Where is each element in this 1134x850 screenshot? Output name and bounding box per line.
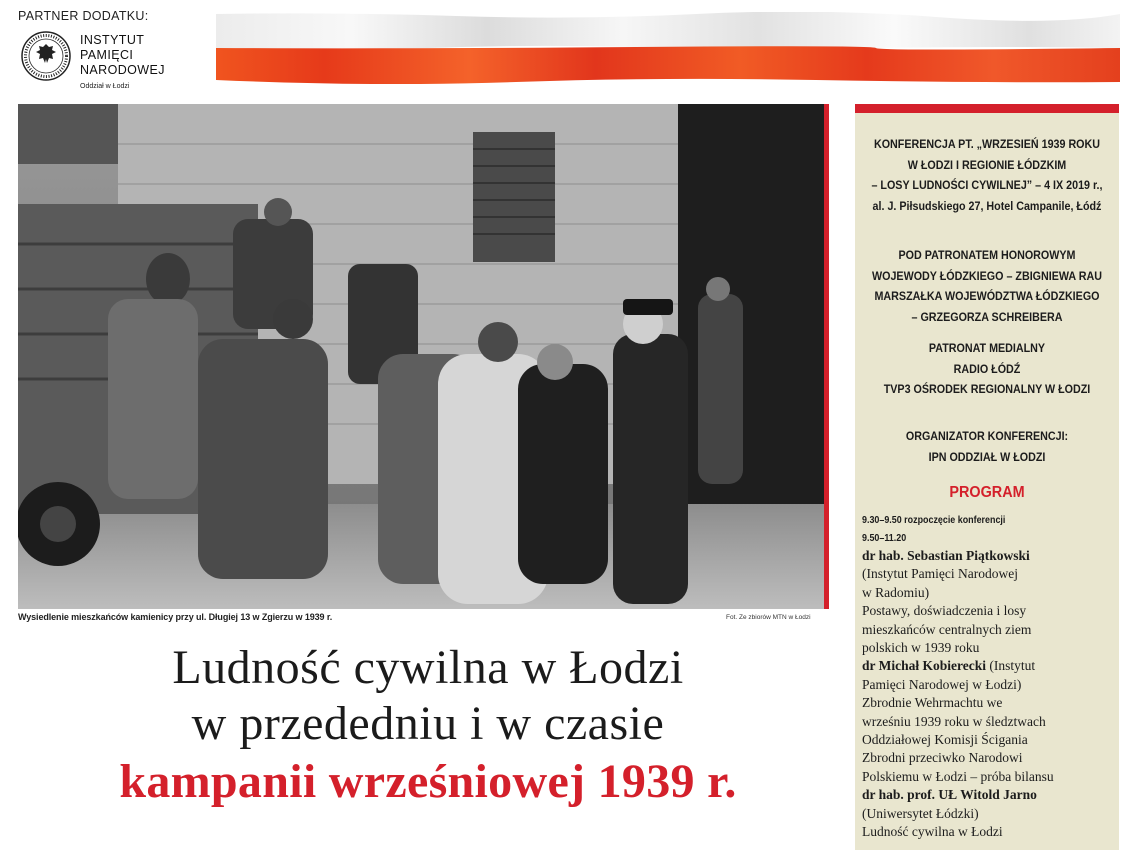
historical-photo [18, 104, 824, 609]
talk-2-line-5: Zbrodni przeciwko Narodowi [862, 750, 1023, 766]
slot-2-time: 9.50–11.20 [862, 532, 907, 544]
polish-flag-banner [216, 12, 1120, 84]
talk-1-speaker: dr hab. Sebastian Piątkowski [862, 548, 1030, 563]
conference-line-3: – LOSY LUDNOŚCI CYWILNEJ” – 4 IX 2019 r., [871, 178, 1103, 192]
talk-2-line-3: wrześniu 1939 roku w śledztwach [862, 713, 1046, 729]
photo-caption: Wysiedlenie mieszkańców kamienicy przy ul. Długiej 13 w Zgierzu w 1939 r. [18, 612, 333, 622]
media-line-1: PATRONAT MEDIALNY [928, 341, 1046, 355]
talk-2-header [862, 657, 1118, 675]
talk-1-line-3: Postawy, doświadczenia i losy [862, 603, 1027, 619]
media-patronage [871, 338, 1103, 400]
talk-2-line-2: Zbrodnie Wehrmachtu we [862, 695, 1003, 711]
talk-3-line-1: (Uniwersytet Łódzki) [862, 805, 979, 821]
photo-accent-bar [824, 104, 829, 609]
ipn-name-line-2: PAMIĘCI [80, 48, 134, 62]
talk-1-line-5: polskich w 1939 roku [862, 640, 980, 656]
slot-1-time: 9.30–9.50 rozpoczęcie konferencji [862, 514, 1006, 526]
headline-line-1: Ludność cywilna w Łodzi [172, 641, 684, 694]
talk-2-affil-inline: (Instytut [986, 658, 1036, 674]
organizer-info [871, 426, 1103, 467]
ipn-name-line-3: NARODOWEJ [80, 63, 165, 77]
patronage-line-4: – GRZEGORZA SCHREIBERA [911, 309, 1063, 324]
conference-sidebar [855, 113, 1119, 850]
organizer-line-1: ORGANIZATOR KONFERENCJI: [905, 429, 1069, 443]
partner-label: PARTNER DODATKU: [18, 9, 149, 23]
ipn-name [80, 33, 165, 78]
talk-1-line-2: w Radomiu) [862, 584, 930, 600]
conference-info [871, 134, 1103, 216]
talk-1-line-4: mieszkańców centralnych ziem [862, 621, 1032, 637]
conference-line-1: KONFERENCJA PT. „WRZESIEŃ 1939 ROKU [873, 137, 1101, 151]
media-line-2: RADIO ŁÓDŹ [953, 361, 1021, 376]
ipn-eagle-emblem-icon [20, 30, 72, 82]
talk-2-line-6: Polskiemu w Łodzi – próba bilansu [862, 768, 1054, 784]
ipn-name-line-1: INSTYTUT [80, 33, 145, 47]
talk-3-line-2: Ludność cywilna w Łodzi [862, 824, 1003, 840]
talk-2-line-4: Oddziałowej Komisji Ścigania [862, 732, 1028, 748]
headline-line-2: w przededniu i w czasie [191, 697, 665, 750]
conference-line-4: al. J. Piłsudskiego 27, Hotel Campanile, Łódź [872, 198, 1102, 213]
talk-3-speaker: dr hab. prof. UŁ Witold Jarno [862, 787, 1037, 803]
program-title: PROGRAM [949, 484, 1025, 501]
talk-2-speaker: dr Michał Kobierecki [862, 658, 986, 674]
patronage-line-2: WOJEWODY ŁÓDZKIEGO – ZBIGNIEWA RAU [871, 268, 1103, 283]
patronage-line-3: MARSZAŁKA WOJEWÓDZTWA ŁÓDZKIEGO [874, 289, 1100, 303]
conference-line-2: W ŁODZI I REGIONIE ŁÓDZKIM [907, 157, 1067, 172]
ipn-branch: Oddział w Łodzi [80, 83, 130, 90]
sidebar-top-bar [855, 104, 1119, 113]
headline [0, 640, 856, 812]
patronage-line-1: POD PATRONATEM HONOROWYM [898, 248, 1076, 262]
patronage-info [871, 245, 1103, 327]
photo-credit: Fot. Ze zbiorów MTN w Łodzi [726, 614, 811, 621]
media-line-3: TVP3 OŚRODEK REGIONALNY W ŁODZI [883, 382, 1091, 396]
program-schedule [862, 511, 1118, 842]
talk-1-line-1: (Instytut Pamięci Narodowej [862, 566, 1018, 582]
headline-line-3: kampanii wrześniowej 1939 r. [119, 755, 737, 808]
organizer-line-2: IPN ODDZIAŁ W ŁODZI [928, 449, 1046, 464]
talk-2-line-1: Pamięci Narodowej w Łodzi) [862, 676, 1022, 692]
